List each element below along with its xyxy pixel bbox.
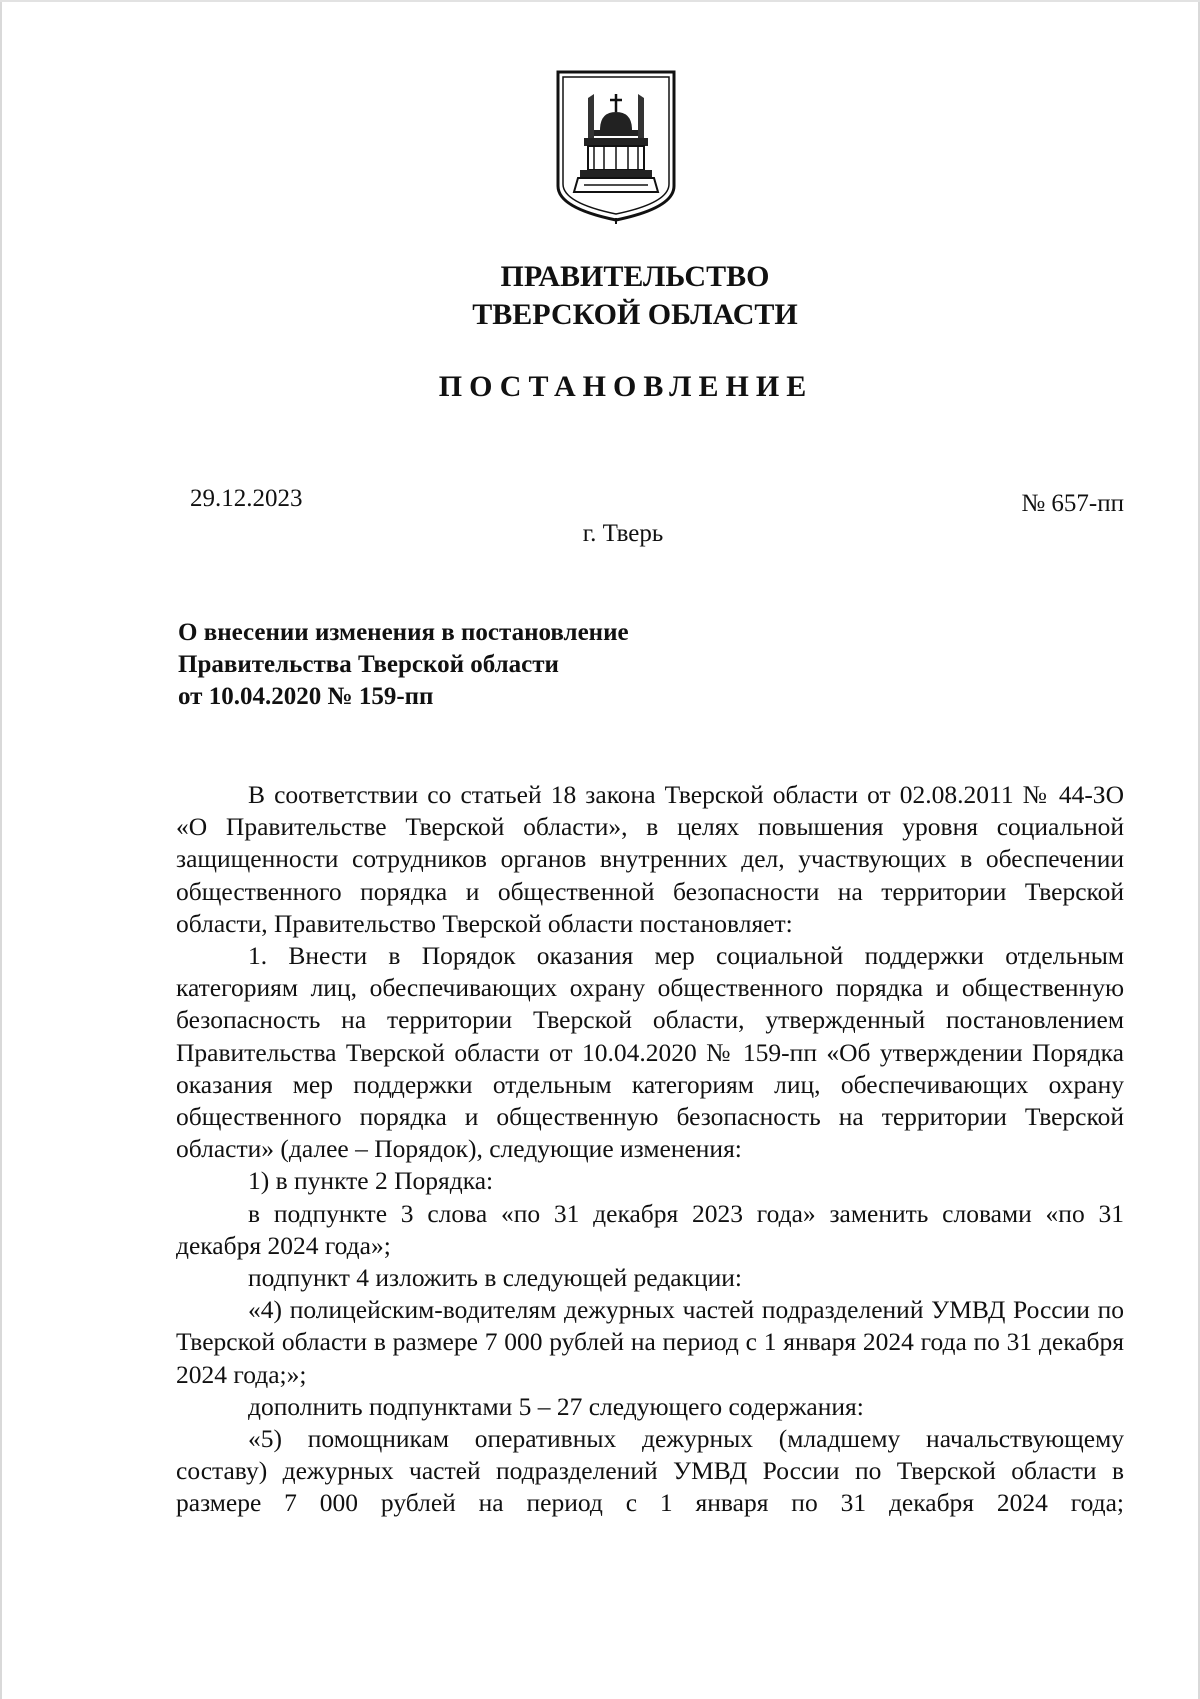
organization-line-2: ТВЕРСКОЙ ОБЛАСТИ [472, 298, 798, 331]
scan-edge-left [0, 0, 2, 1699]
subject-line-1: О внесении изменения в постановление [178, 619, 629, 646]
document-type: ПОСТАНОВЛЕНИЕ [438, 370, 814, 403]
subject-line-3: от 10.04.2020 № 159-пп [178, 683, 434, 710]
organization-line-1: ПРАВИТЕЛЬСТВО [500, 260, 770, 293]
organization-name [0, 258, 1200, 334]
document-number: № 657-пп [1021, 490, 1124, 517]
subject-line-2: Правительства Тверской области [178, 651, 559, 678]
document-date: 29.12.2023 [190, 485, 303, 512]
body-paragraph-subitem-1: 1) в пункте 2 Порядка: [248, 1166, 494, 1196]
body-paragraph-addition-intro: дополнить подпунктами 5 – 27 следующего содержания: [248, 1391, 864, 1421]
scan-edge-top [0, 0, 1200, 2]
body-paragraph-subpoint-5: «5) помощникам оперативных дежурных (младшему начальствующему составу) дежурных частей подразделений УМВД России по Тверской области в размере 7 000 рублей на период с 1 января по 31 декабря 2024 года; [176, 1424, 1124, 1518]
tver-coat-of-arms-icon [554, 68, 678, 224]
body-paragraph-item-1: 1. Внести в Порядок оказания мер социальной поддержки отдельным категориям лиц, обеспечивающих охрану общественного порядка и общественную безопасность на территории Тверской области, утвержденный постановлением Правительства Тверской области от 10.04.2020 № 159-пп «Об утверждении Порядка оказания мер поддержки отдельным категориям лиц, обеспечивающих охрану общественного порядка и общественную безопасность на территории Тверской области» (далее – Порядок), следующие изменения: [176, 941, 1124, 1164]
body-paragraph-subpoint-3: в подпункте 3 слова «по 31 декабря 2023 года» заменить словами «по 31 декабря 2024 года»; [176, 1198, 1124, 1260]
document-body [176, 779, 1124, 1520]
document-subject [178, 617, 629, 713]
body-paragraph-preamble: В соответствии со статьей 18 закона Тверской области от 02.08.2011 № 44-ЗО «О Правительстве Тверской области», в целях повышения уровня социальной защищенности сотрудников органов внутренних дел, участвующих в обеспечении общественного порядка и общественной безопасности на территории Тверской области, Правительство Тверской области постановляет: [176, 780, 1124, 938]
body-paragraph-subpoint-4-text: «4) полицейским-водителям дежурных частей подразделений УМВД России по Тверской области в размере 7 000 рублей на период с 1 января 2024 года по 31 декабря 2024 года;»; [176, 1295, 1124, 1389]
document-city: г. Тверь [582, 520, 664, 547]
body-paragraph-subpoint-4-intro: подпункт 4 изложить в следующей редакции: [248, 1263, 742, 1293]
